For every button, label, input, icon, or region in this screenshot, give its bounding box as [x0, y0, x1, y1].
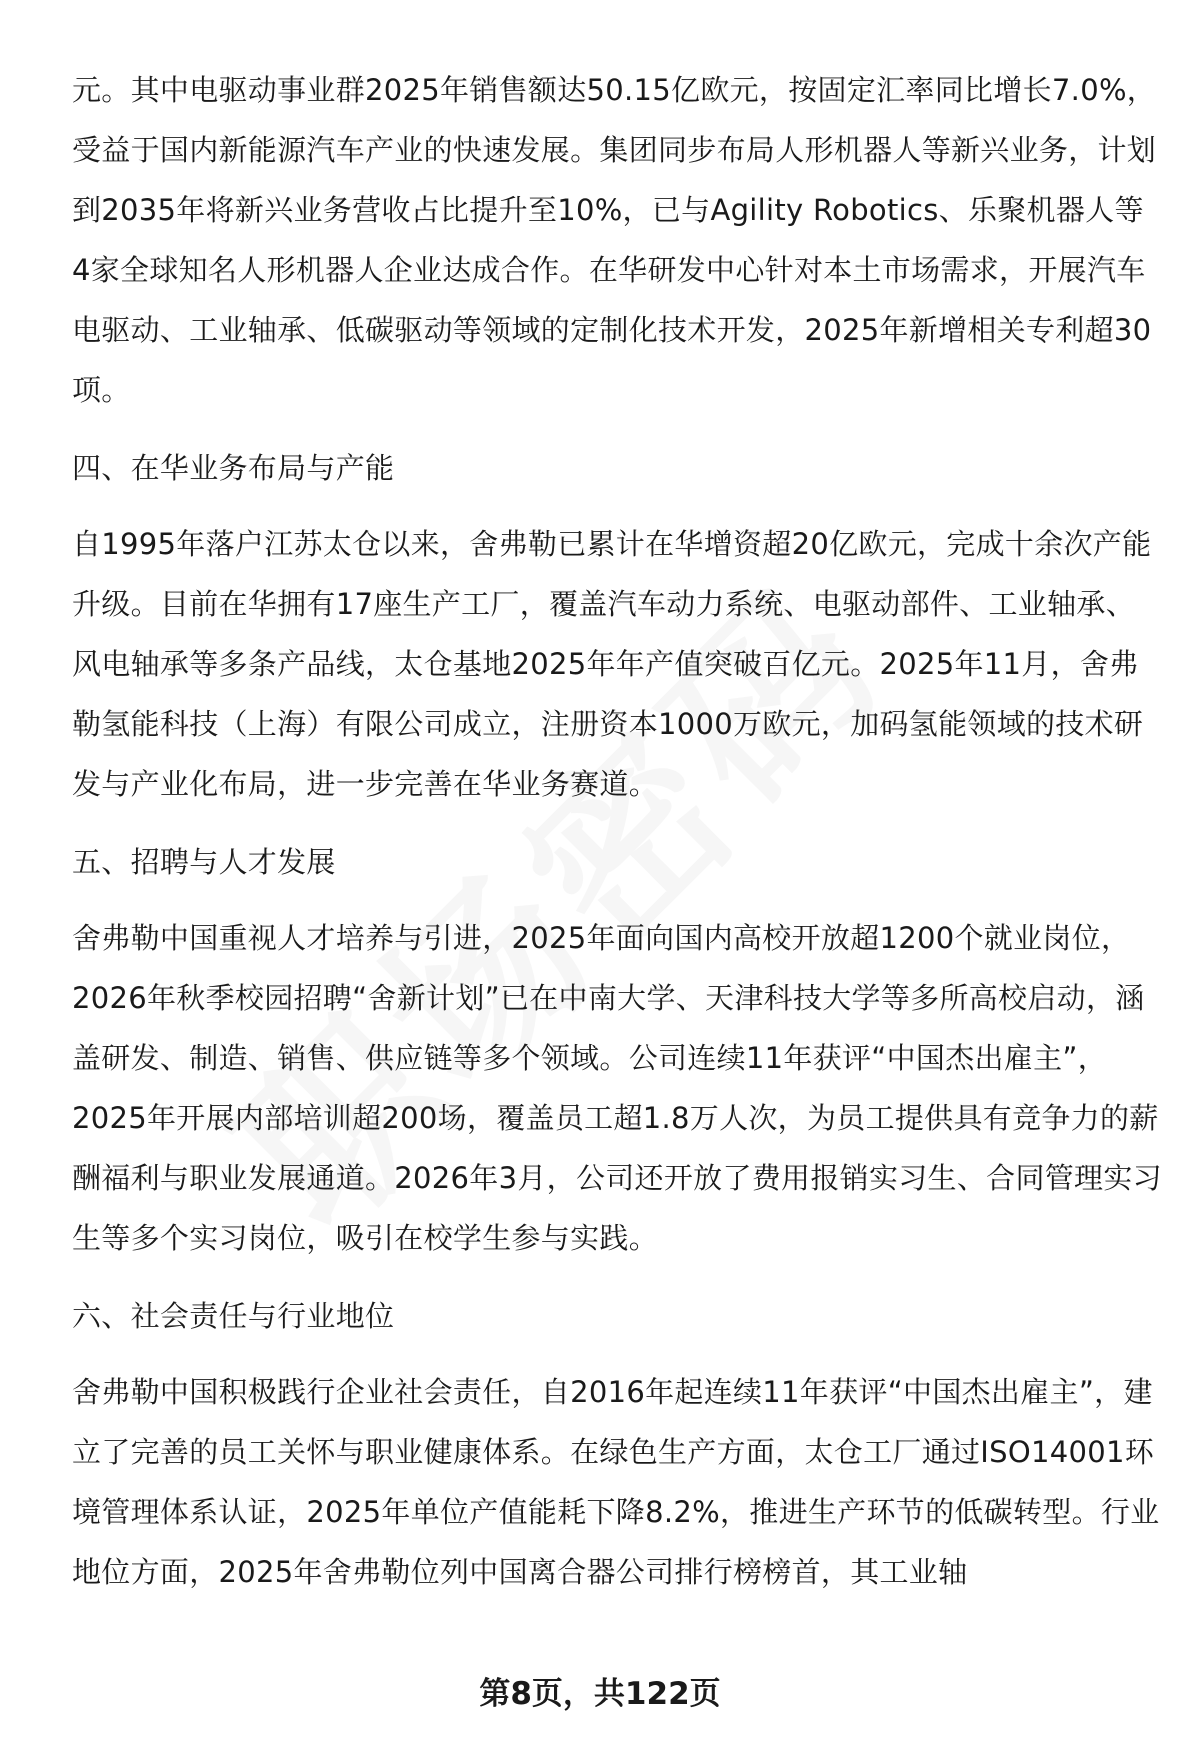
- section-heading-5: 五、招聘与人才发展: [72, 845, 336, 879]
- page-number-footer: 第8页，共122页: [479, 1676, 721, 1712]
- paragraph-china-business: 自1995年落户江苏太仓以来，舍弗勒已累计在华增资超20亿欧元，完成十余次产能升级。目前在华拥有17座生产工厂，覆盖汽车动力系统、电驱动部件、工业轴承、风电轴承等多条产品线，太仓基地2025年年产值突破百亿元。2025年11月，舍弗勒氢能科技（上海）有限公司成立，注册资本1000万欧元，加码氢能领域的技术研发与产业化布局，进一步完善在华业务赛道。: [72, 527, 1152, 801]
- paragraph-electric-drive: 元。其中电驱动事业群2025年销售额达50.15亿欧元，按固定汇率同比增长7.0%，受益于国内新能源汽车产业的快速发展。集团同步布局人形机器人等新兴业务，计划到2035年将新兴业务营收占比提升至10%，已与Agility Robotics、乐聚机器人等4家全球知名人形机器人企业达成合作。在华研发中心针对本土市场需求，开展汽车电驱动、工业轴承、低碳驱动等领域的定制化技术开发，2025年新增相关专利超30项。: [72, 73, 1157, 407]
- section-heading-4: 四、在华业务布局与产能: [72, 451, 395, 485]
- paragraph-recruitment: 舍弗勒中国重视人才培养与引进，2025年面向国内高校开放超1200个就业岗位，2026年秋季校园招聘“舍新计划”已在中南大学、天津科技大学等多所高校启动，涵盖研发、制造、销售、供应链等多个领域。公司连续11年获评“中国杰出雇主”，2025年开展内部培训超200场，覆盖员工超1.8万人次，为员工提供具有竞争力的薪酬福利与职业发展通道。2026年3月，公司还开放了费用报销实习生、合同管理实习生等多个实习岗位，吸引在校学生参与实践。: [72, 921, 1162, 1255]
- section-heading-6: 六、社会责任与行业地位: [72, 1299, 395, 1333]
- document-body: [72, 60, 1162, 1602]
- paragraph-social-responsibility: 舍弗勒中国积极践行企业社会责任，自2016年起连续11年获评“中国杰出雇主”，建立了完善的员工关怀与职业健康体系。在绿色生产方面，太仓工厂通过ISO14001环境管理体系认证，2025年单位产值能耗下降8.2%，推进生产环节的低碳转型。行业地位方面，2025年舍弗勒位列中国离合器公司排行榜榜首，其工业轴: [72, 1375, 1160, 1589]
